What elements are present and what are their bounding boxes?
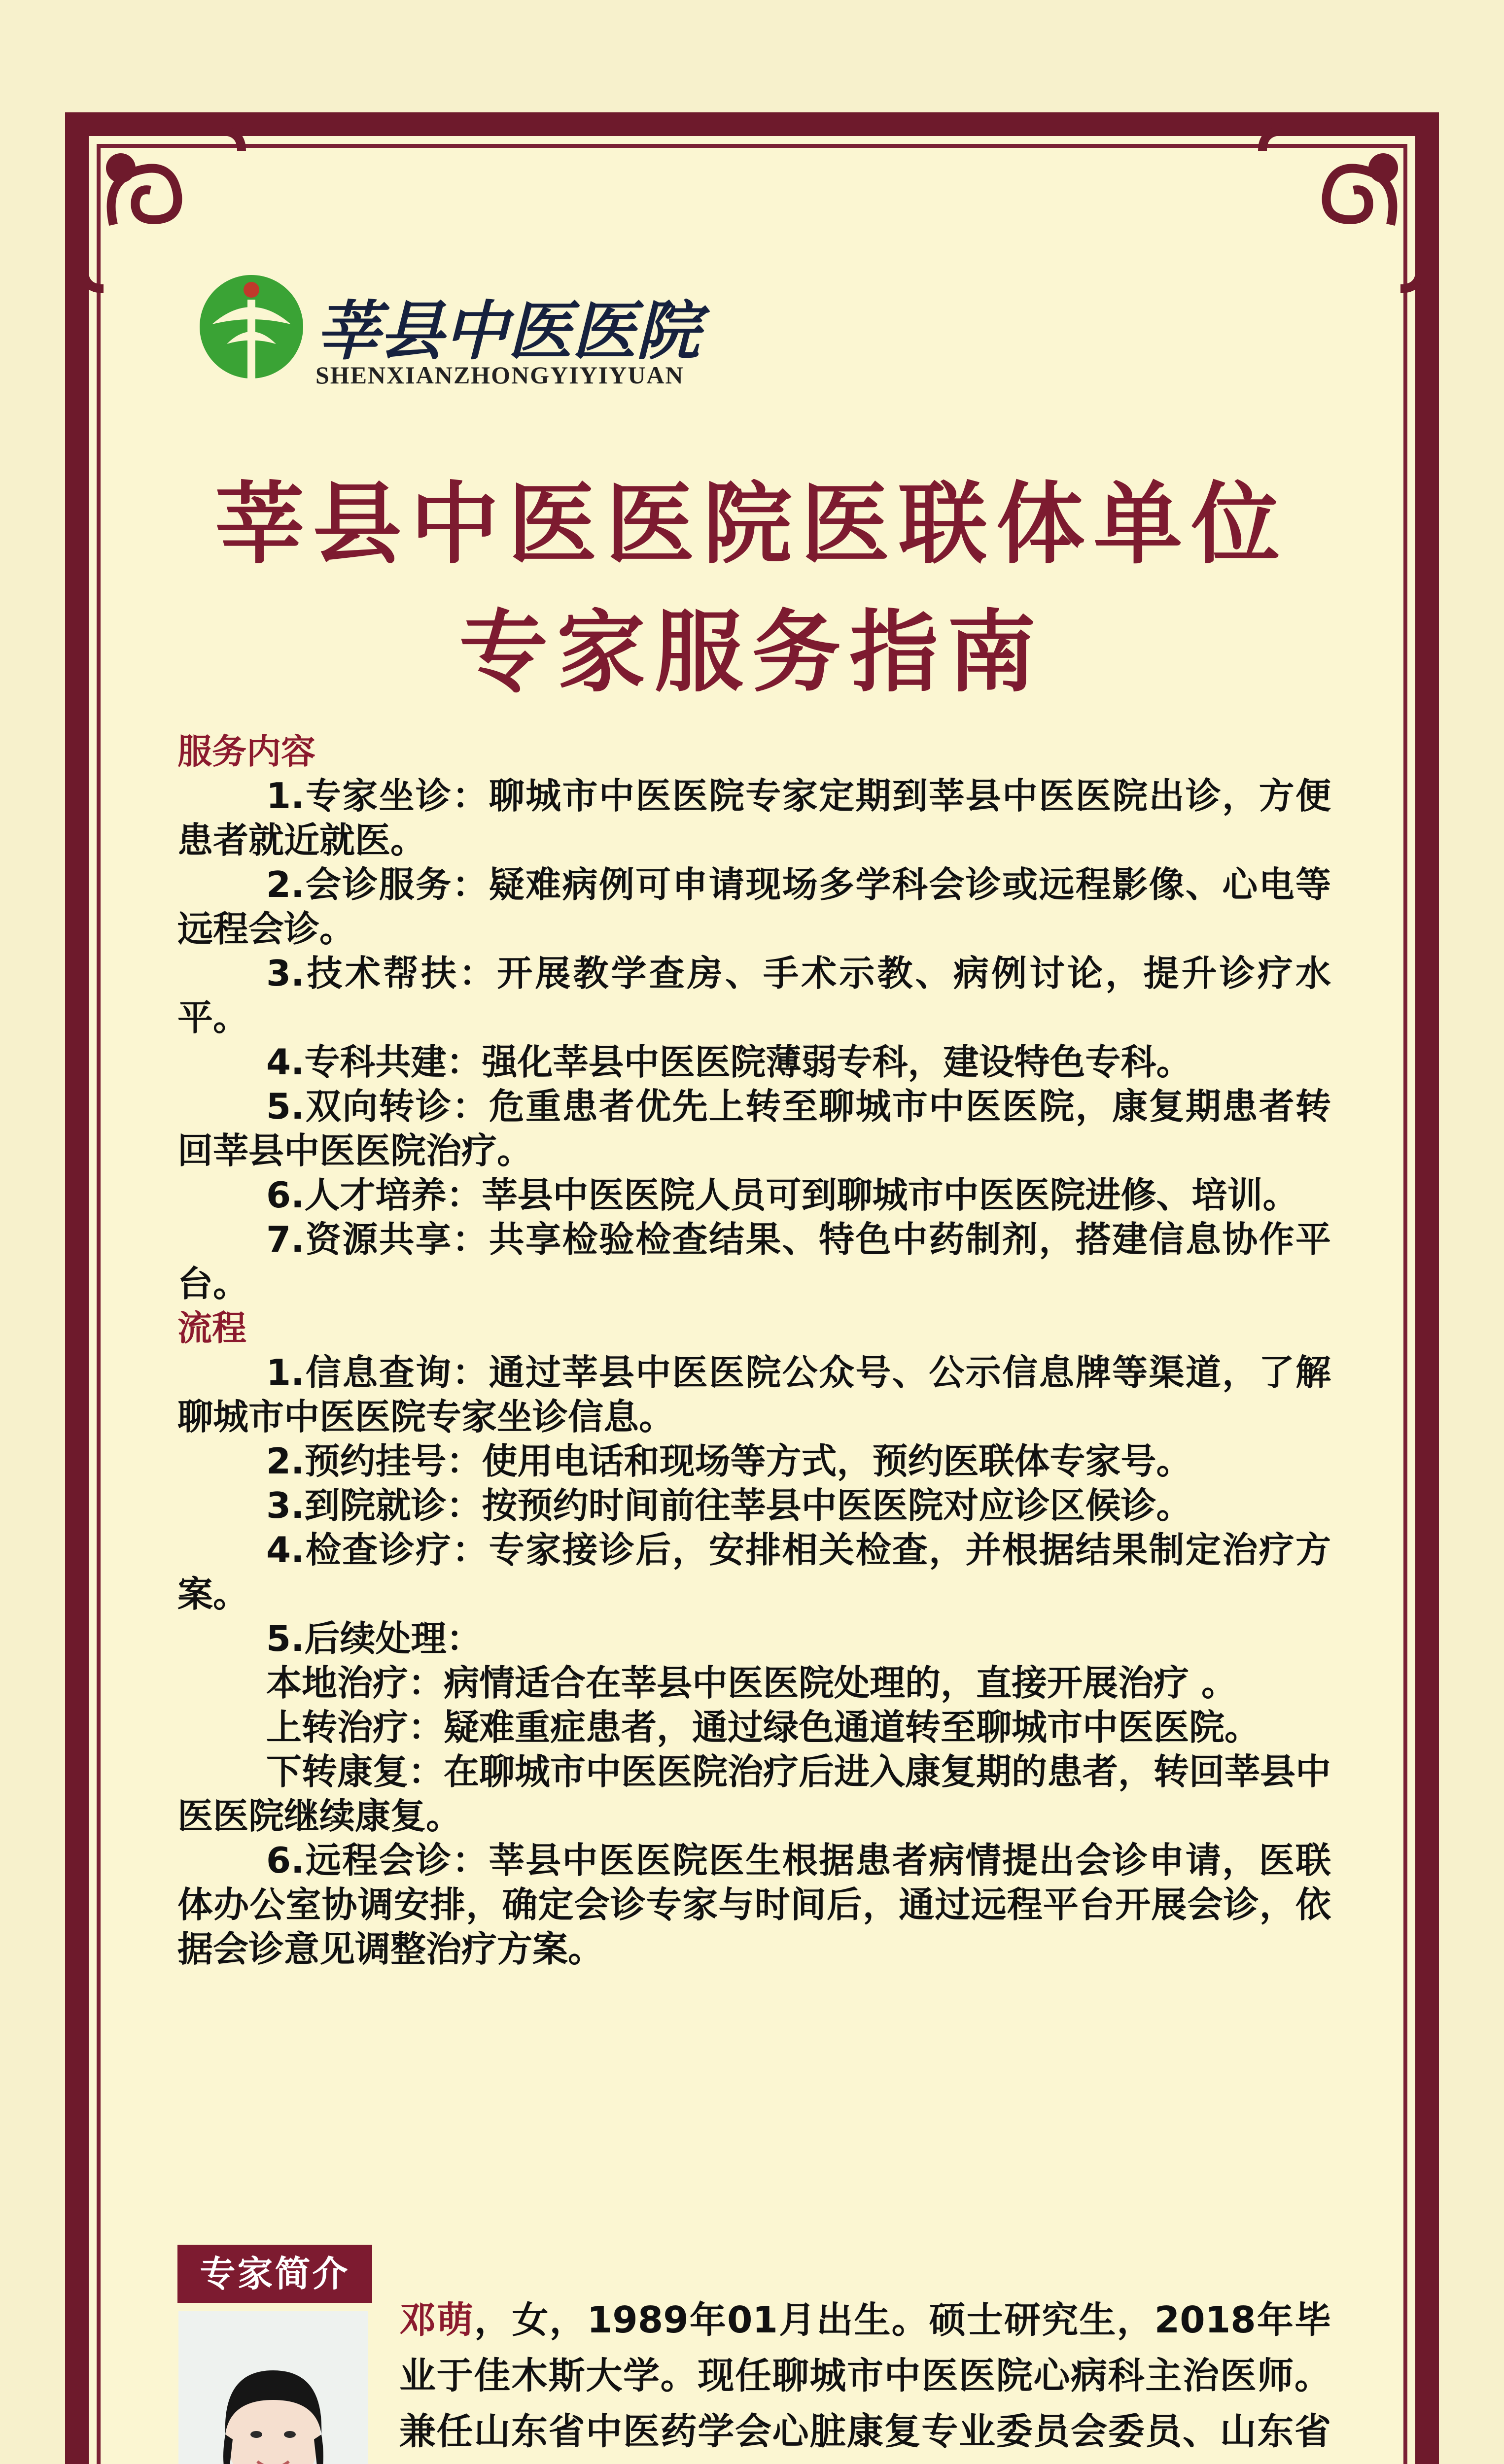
service-item: 3.技术帮扶：开展教学查房、手术示教、病例讨论，提升诊疗水平。	[177, 953, 1331, 1038]
service-item: 5.双向转诊：危重患者优先上转至聊城市中医医院，康复期患者转回莘县中医医院治疗。	[177, 1086, 1331, 1171]
hospital-pinyin: SHENXIANZHONGYIYIYUAN	[315, 361, 684, 389]
service-item: 1.专家坐诊：聊城市中医医院专家定期到莘县中医医院出诊，方便患者就近就医。	[177, 775, 1331, 861]
process-item: 3.到院就诊：按预约时间前往莘县中医医院对应诊区候诊。	[266, 1485, 1192, 1526]
expert-photo	[178, 2311, 368, 2464]
process-subitem: 本地治疗：病情适合在莘县中医医院处理的，直接开展治疗 。	[266, 1662, 1237, 1704]
page-title-line1: 莘县中医医院医联体单位	[215, 472, 1289, 576]
page-title-line2: 专家服务指南	[459, 600, 1045, 704]
process-subitem: 上转治疗：疑难重症患者，通过绿色通道转至聊城市中医医院。	[266, 1707, 1260, 1748]
process-heading: 流程	[177, 1308, 246, 1348]
service-item: 4.专科共建：强化莘县中医医院薄弱专科，建设特色专科。	[266, 1041, 1192, 1083]
process-subitem: 下转康复：在聊城市中医医院治疗后进入康复期的患者，转回莘县中医医院继续康复。	[177, 1751, 1331, 1837]
process-item: 6.远程会诊：莘县中医医院医生根据患者病情提出会诊申请，医联体办公室协调安排，确定会诊专家与时间后，通过远程平台开展会诊，依据会诊意见调整治疗方案。	[177, 1840, 1331, 1970]
process-item: 4.检查诊疗：专家接诊后，安排相关检查，并根据结果制定治疗方案。	[177, 1529, 1331, 1615]
services-heading: 服务内容	[177, 731, 315, 772]
expert-bio-text: ，女，1989年01月出生。硕士研究生，2018年毕业于佳木斯大学。现任聊城市中医医院心病科主治医师。兼任山东省中医药学会心脏康复专业委员会委员、山东省	[399, 2299, 1331, 2453]
process-item: 2.预约挂号：使用电话和现场等方式，预约医联体专家号。	[266, 1440, 1192, 1482]
main-content	[177, 729, 1331, 1971]
service-item: 2.会诊服务：疑难病例可申请现场多学科会诊或远程影像、心电等远程会诊。	[177, 864, 1331, 950]
process-item: 5.后续处理：	[266, 1618, 482, 1659]
expert-intro-tag: 专家简介	[177, 2245, 372, 2303]
hospital-name: 莘县中医医院	[315, 293, 700, 369]
process-item: 1.信息查询：通过莘县中医医院公众号、公示信息牌等渠道，了解聊城市中医医院专家坐诊信息。	[177, 1352, 1331, 1437]
service-item: 6.人才培养：莘县中医医院人员可到聊城市中医医院进修、培训。	[266, 1174, 1298, 1216]
service-item: 7.资源共享：共享检验检查结果、特色中药制剂，搭建信息协作平台。	[177, 1219, 1331, 1304]
hospital-logo-icon	[192, 270, 311, 393]
expert-name: 邓萌	[399, 2299, 475, 2341]
corner-ornament-icon	[1253, 121, 1430, 299]
hospital-logo	[192, 270, 735, 408]
expert-bio	[399, 2293, 1331, 2464]
